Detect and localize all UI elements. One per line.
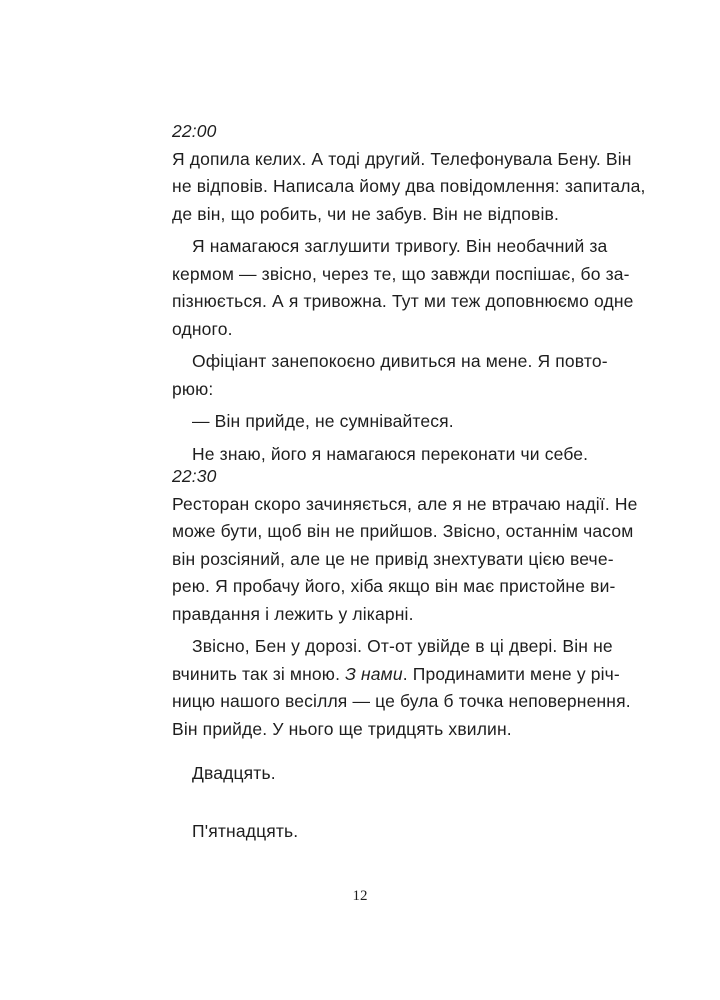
timestamp-2230: 22:30 (172, 466, 217, 486)
text-line: де він, що робить, чи не забув. Він не відповів. (172, 203, 559, 224)
paragraph-doubt: Не знаю, його я намагаюся переконати чи себе. (192, 443, 589, 464)
countdown-line: Двадцять. (192, 763, 276, 783)
text-line: кермом — звісно, через те, що завжди поспішає, бо за- (172, 263, 630, 284)
paragraph-restaurant-closing (172, 491, 638, 629)
countdown-fifteen (172, 818, 602, 846)
text-line: Офіціант занепокоєно дивиться на мене. Я повто- (192, 351, 608, 371)
text-fragment: . Продинамити мене у річ- (402, 663, 620, 684)
text-line: він розсіяний, але це не привід знехтувати цією вече- (172, 548, 614, 569)
text-line: Він прийде. У нього ще тридцять хвилин. (172, 718, 512, 739)
emphasis-with-us: З нами (345, 663, 403, 684)
text-line (172, 664, 620, 684)
text-line: Я допила келих. А тоді другий. Телефонувала Бену. Він (172, 148, 632, 169)
section-2200 (172, 118, 646, 468)
text-line: одного. (172, 318, 233, 339)
countdown-line: П'ятнадцять. (192, 821, 299, 841)
text-line: Ресторан скоро зачиняється, але я не втрачаю надії. Не (172, 493, 638, 514)
paragraph-waiter (172, 348, 608, 403)
text-line: ницю нашого весілля — це була б точка неповернення. (172, 691, 631, 711)
paragraph-dialogue: — Він прийде, не сумнівайтеся. (192, 411, 454, 431)
paragraph-anxiety (172, 233, 634, 343)
text-line: рею. Я пробачу його, хіба якщо він має пристойне ви- (172, 576, 616, 596)
paragraph-unanswered-calls (172, 146, 646, 229)
timestamp-2200: 22:00 (172, 121, 217, 141)
text-line: Я намагаюся заглушити тривогу. Він необачний за (192, 236, 608, 256)
text-fragment: вчинить так зі мною. (172, 663, 346, 684)
text-line: рюю: (172, 378, 214, 399)
section-2230 (172, 463, 638, 743)
text-line: може бути, щоб він не прийшов. Звісно, останнім часом (172, 521, 634, 541)
text-line: не відповів. Написала йому два повідомлення: запитала, (172, 176, 646, 196)
countdown-twenty (172, 760, 602, 788)
page-number: 12 (352, 888, 368, 904)
text-line: Звісно, Бен у дорозі. От-от увійде в ці двері. Він не (192, 636, 613, 656)
text-line: пізнюється. А я тривожна. Тут ми теж доповнюємо одне (172, 291, 634, 311)
text-line: правдання і лежить у лікарні. (172, 603, 414, 624)
paragraph-ben-on-the-way (172, 633, 631, 743)
